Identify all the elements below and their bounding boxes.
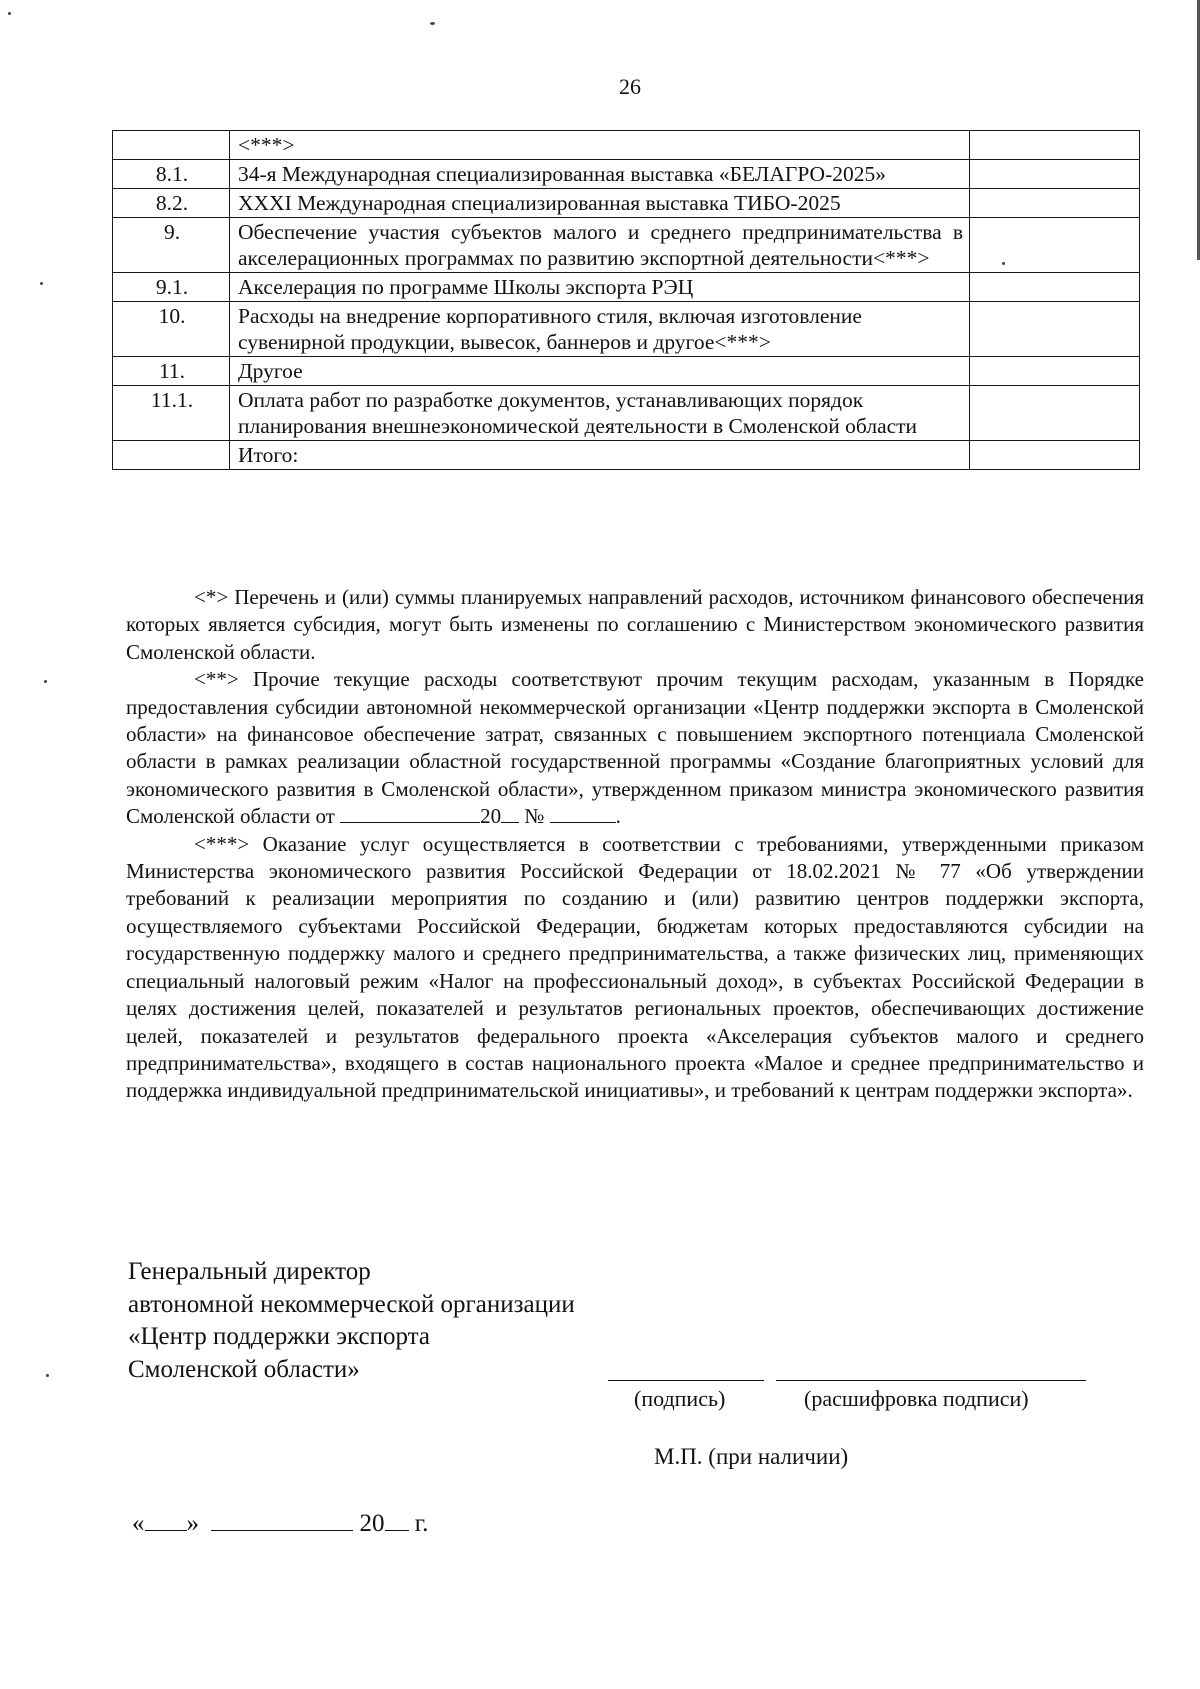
row-number: 9.1.	[113, 273, 230, 302]
footnote-3: <***> Оказание услуг осуществляется в соответствии с требованиями, утвержденными приказом Министерства экономического развития Российской Федерации от 18.02.2021 № 77 «Об утверждении требований к реализации мероприятия по созданию и (или) развитию центров поддержки экспорта, осуществляемого субъектами Российской Федерации, бюджетам которых предоставляются субсидии на государственную поддержку малого и среднего предпринимательства, а также физических лиц, применяющих специальный налоговый режим «Налог на профессиональный доход», в субъектах Российской Федерации в целях достижения целей, показателей и результатов региональных проектов, обеспечивающих достижение целей, показателей и результатов федерального проекта «Акселерация субъектов малого и среднего предпринимательства», входящего в состав национального проекта «Малое и среднее предпринимательство и поддержка индивидуальной предпринимательской инициативы», и требований к центрам поддержки экспорта».	[126, 831, 1144, 1103]
signature-line	[608, 1380, 764, 1381]
scan-speck	[44, 680, 47, 683]
row-number: 11.	[113, 357, 230, 386]
signature-decoding-caption: (расшифровка подписи)	[804, 1386, 1029, 1411]
total-amount	[970, 441, 1140, 470]
row-amount	[970, 273, 1140, 302]
day-blank	[145, 1512, 187, 1531]
row-text: <***>	[230, 131, 970, 160]
order-number-blank	[550, 804, 616, 823]
row-number: 11.1.	[113, 386, 230, 441]
row-amount	[970, 302, 1140, 357]
table-row	[113, 357, 1140, 386]
row-text: Другое	[230, 357, 970, 386]
row-text: Обеспечение участия субъектов малого и среднего предпринимательства в акселерационных программах по развитию экспортной деятельности<***>	[230, 218, 970, 273]
signature-caption: (подпись)	[634, 1386, 726, 1411]
row-text: Акселерация по программе Школы экспорта РЭЦ	[230, 273, 970, 302]
table-row	[113, 302, 1140, 357]
month-blank	[211, 1512, 353, 1531]
footnote-2	[126, 666, 1144, 830]
row-amount	[970, 357, 1140, 386]
footnotes	[126, 584, 1144, 1105]
scan-speck	[46, 1374, 49, 1377]
scan-speck	[8, 12, 11, 15]
row-text: XXXI Международная специализированная выставка ТИБО-2025	[230, 189, 970, 218]
row-number: 9.	[113, 218, 230, 273]
table-row	[113, 218, 1140, 273]
signatory-organization-line-2: «Центр поддержки экспорта	[128, 1323, 430, 1350]
year-blank	[385, 1512, 409, 1531]
scan-speck	[430, 22, 435, 25]
footnote-2-end: .	[615, 804, 621, 829]
signatory-block	[128, 1256, 575, 1386]
scan-speck	[40, 282, 43, 285]
row-number: 8.1.	[113, 160, 230, 189]
footnote-2-text: <**> Прочие текущие расходы соответствуют прочим текущим расходам, указанным в Порядке предоставления субсидии автономной некоммерческой организации «Центр поддержки экспорта в Смоленской области» на финансовое обеспечение затрат, связанных с повышением экспортного потенциала Смоленской области в рамках реализации областной государственной программы «Создание благоприятных условий для экономического развития в Смоленской области», утвержденном приказом министра экономического развития Смоленской области от	[126, 667, 1144, 829]
footnote-1: <*> Перечень и (или) суммы планируемых направлений расходов, источником финансового обеспечения которых является субсидия, могут быть изменены по соглашению с Министерством экономического развития Смоленской области.	[126, 585, 1144, 664]
row-number	[113, 131, 230, 160]
total-label: Итого:	[230, 441, 970, 470]
stamp-placeholder: М.П. (при наличии)	[654, 1444, 849, 1469]
row-number: 8.2.	[113, 189, 230, 218]
table-row	[113, 131, 1140, 160]
table-row	[113, 189, 1140, 218]
order-year-prefix: 20	[480, 804, 502, 829]
scan-speck	[1002, 262, 1005, 265]
order-number-sign: №	[524, 804, 545, 829]
order-year-blank	[501, 804, 519, 823]
row-amount	[970, 160, 1140, 189]
row-number	[113, 441, 230, 470]
row-amount	[970, 189, 1140, 218]
row-text: 34-я Международная специализированная выставка «БЕЛАГРО-2025»	[230, 160, 970, 189]
signature-decoding-line	[776, 1380, 1086, 1381]
row-text: Оплата работ по разработке документов, устанавливающих порядок планирования внешнеэкономической деятельности в Смоленской области	[230, 386, 970, 441]
expenses-table	[112, 130, 1140, 470]
row-amount	[970, 386, 1140, 441]
table-row	[113, 273, 1140, 302]
signature-date	[132, 1510, 428, 1538]
date-year-suffix: г.	[414, 1510, 429, 1537]
row-number: 10.	[113, 302, 230, 357]
table-row	[113, 386, 1140, 441]
row-amount	[970, 131, 1140, 160]
signatory-position: Генеральный директор	[128, 1258, 371, 1285]
table-row	[113, 441, 1140, 470]
signatory-organization-line-1: автономной некоммерческой организации	[128, 1290, 575, 1318]
row-amount	[970, 218, 1140, 273]
row-text: Расходы на внедрение корпоративного стиля, включая изготовление сувенирной продукции, вывесок, баннеров и другое<***>	[230, 302, 970, 357]
date-close-quote: »	[186, 1510, 199, 1537]
table-row	[113, 160, 1140, 189]
date-year-prefix: 20	[359, 1510, 385, 1537]
order-date-blank	[340, 804, 480, 823]
date-open-quote: «	[132, 1510, 145, 1537]
signatory-organization-line-3: Смоленской области»	[128, 1355, 360, 1383]
page-number: 26	[619, 74, 641, 99]
